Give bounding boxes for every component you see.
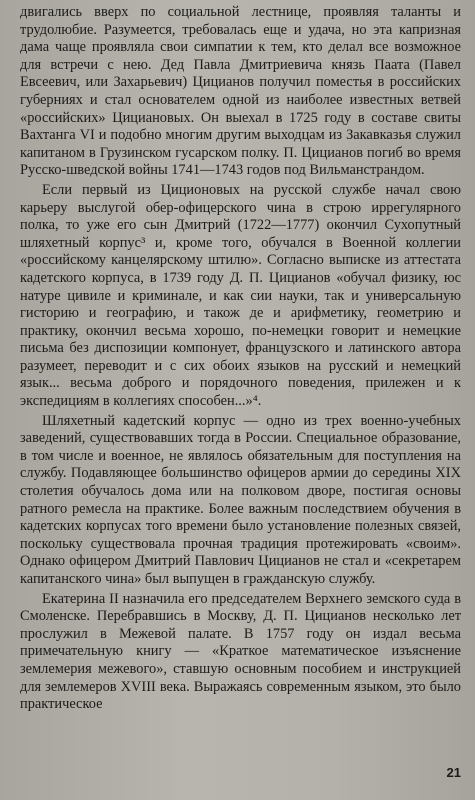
paragraph-2: Если первый из Циционовых на русской службе начал свою карьеру выслугой обер-офицерского чина в строю иррегулярного полка, то уже его сын Дмитрий (1722—1777) окончил Сухопутный шляхетный корпус³ и, кроме того, обучался в Военной коллегии «российскому канцелярскому штилю». Согласно выписке из аттестата кадетского корпуса, в 1739 году Д. П. Цицианов «обучал физику, юс натуре цивиле и криминале, и как сии науки, так и универсальную гисторию и географию, и також де и арифметику, геометрию и практику, окончил весьма хорошо, по-немецки говорит и немецкие письма без диспозиции компонует, французского и латинского автора разумеет, переводит и с сих обоих языков на русский и немецкий язык... весьма доброго и порядочного поведения, прилежен и к экспедициям в коллегиях способен...»⁴.: [20, 181, 461, 410]
page-number: 21: [446, 765, 461, 781]
paragraph-3: Шляхетный кадетский корпус — одно из трех военно-учебных заведений, существовавших тогда в России. Специальное образование, в том числе и военное, не являлось обязательным для поступления на службу. Подавляющее большинство офицеров армии до середины XIX столетия обучалось дома или на полковом дворе, постигая основы ратного ремесла на практике. Более важным последствием обучения в кадетских корпусах того времени было установление полезных связей, поскольку существовала прочная традиция протежировать «своим». Однако офицером Дмитрий Павлович Цицианов не стал и «секретарем капитанского чина» был выпущен в гражданскую службу.: [20, 412, 461, 587]
paragraph-4: Екатерина II назначила его председателем Верхнего земского суда в Смоленске. Перебравшись в Москву, Д. П. Цицианов несколько лет прослужил в Межевой палате. В 1757 году он издал весьма примечательную книгу — «Краткое математическое изъяснение землемерия межевого», ставшую основным пособием и инструкцией для землемеров XVIII века. Выражаясь современным языком, это было практическое: [20, 590, 461, 713]
paragraph-1: двигались вверх по социальной лестнице, проявляя таланты и трудолюбие. Разумеется, требовалась еще и удача, но эта капризная дама чаще проявляла свои симпатии к тем, кто делал все возможное для встречи с нею. Дед Павла Дмитриевича князь Паата (Павел Евсеевич, или Захарьевич) Цицианов получил поместья в российских губерниях и стал основателем одной из наиболее известных ветвей «российских» Цициановых. Он выехал в 1725 году в составе свиты Вахтанга VI и подобно многим другим выходцам из Закавказья служил капитаном в Грузинском гусарском полку. П. Цицианов погиб во время Русско-шведской войны 1741—1743 годов под Вильманстрандом.: [20, 4, 461, 179]
